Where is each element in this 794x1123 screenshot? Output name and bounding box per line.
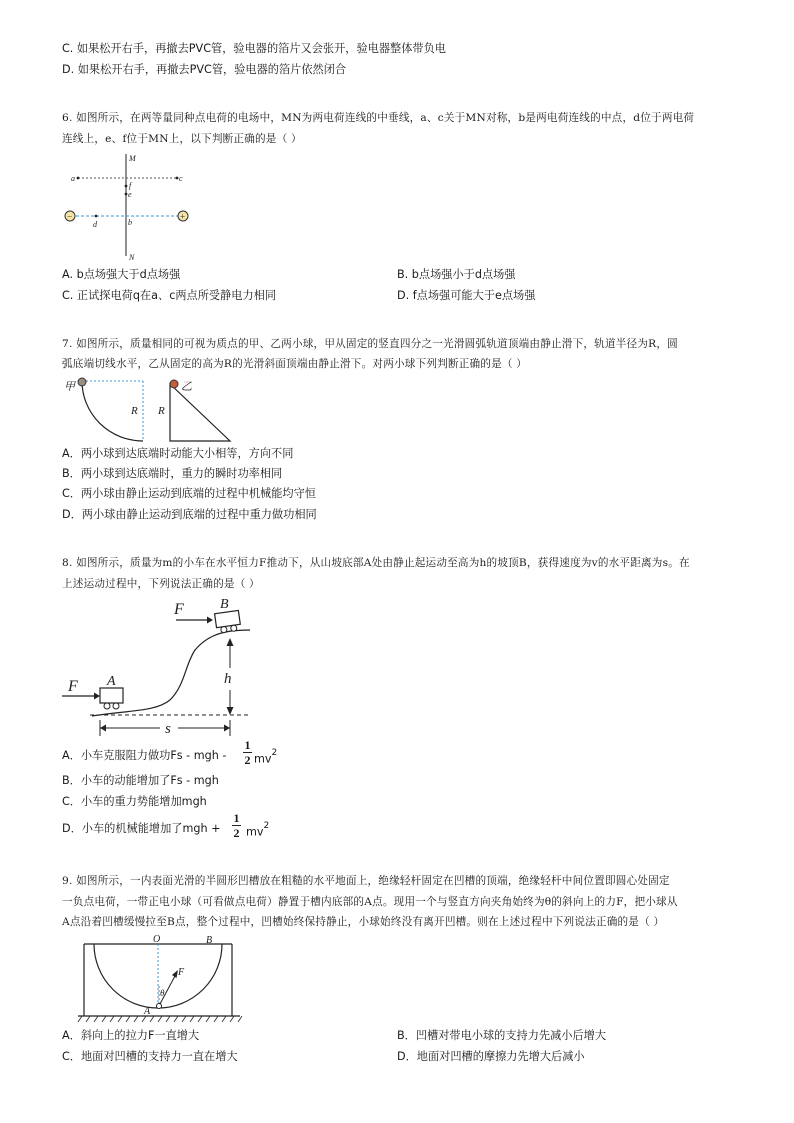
q9-label-o: O (153, 934, 161, 945)
q6-option-c: C. 正试探电荷q在a、c两点所受静电力相同 (62, 289, 277, 302)
q8-option-d (62, 822, 221, 836)
q8-label-b: B (220, 597, 229, 612)
q8-stem-line1: 8. 如图所示，质量为m的小车在水平恒力F推动下，从山坡底部A处由静止起运动至高为h的坡顶B，获得速度为v的水平距离为s。在 (62, 557, 690, 569)
q6-left-charge-sign: − (66, 211, 73, 222)
q9-figure (78, 932, 248, 1024)
q8-option-d-tail (246, 822, 269, 840)
q6-label-n: N (129, 253, 135, 262)
q9-stem-line1: 9. 如图所示，一内表面光滑的半圆形凹槽放在粗糙的水平地面上，绝缘轻杆固定在凹槽的顶端，绝缘轻杆中间位置即圆心处固定 (62, 875, 670, 887)
q9-label-f: F (178, 967, 185, 978)
q7-label-yi: 乙 (181, 381, 192, 393)
q6-point-f (125, 185, 128, 188)
q6-stem-line2: 连线上，e、f位于MN上，以下判断正确的是（ ） (62, 133, 302, 145)
q9-option-d: D．地面对凹槽的摩擦力先增大后减小 (397, 1050, 585, 1063)
q8-option-a-fraction (243, 739, 252, 766)
q6-label-e: e (128, 190, 132, 199)
q6-label-a: a (71, 174, 75, 183)
q8-label-f1: F (68, 678, 78, 695)
q6-label-d: d (93, 220, 97, 229)
q8-option-a-mv: mv (254, 752, 272, 766)
q7-ball-jia (78, 378, 86, 386)
q8-option-a-den: 2 (244, 753, 251, 767)
q8-option-d-den: 2 (233, 826, 240, 840)
q8-option-a-text: A．小车克服阻力做功Fs - mgh - (62, 749, 227, 762)
q9-label-a: A (144, 1006, 151, 1017)
q9-option-a: A．斜向上的拉力F一直增大 (62, 1029, 200, 1042)
q7-label-r1: R (131, 405, 138, 417)
q6-label-m: M (129, 154, 136, 163)
q6-stem-line1: 6. 如图所示，在两等量同种点电荷的电场中，MN为两电荷连线的中垂线，a、c关于MN对称，b是两电荷连线的中点，d位于两电荷 (62, 112, 695, 124)
q7-option-b: B．两小球到达底端时，重力的瞬时功率相同 (62, 467, 283, 480)
q8-option-d-sup: 2 (263, 821, 270, 831)
q8-option-c: C．小车的重力势能增加mgh (62, 795, 207, 808)
q7-stem-line1: 7. 如图所示，质量相同的可视为质点的甲、乙两小球，甲从固定的竖直四分之一光滑圆弧轨道顶端由静止滑下，轨道半径为R，圆 (62, 338, 678, 350)
q8-figure (60, 590, 260, 740)
q6-label-f: f (129, 181, 132, 190)
q8-option-a-sup: 2 (271, 748, 278, 758)
q8-option-d-mv: mv (246, 825, 264, 839)
q8-option-b: B．小车的动能增加了Fs - mgh (62, 774, 219, 787)
q6-point-e (125, 193, 128, 196)
q6-label-b: b (128, 218, 132, 227)
q8-label-h: h (224, 671, 232, 687)
q7-ball-yi (170, 380, 178, 388)
q7-label-r2: R (158, 405, 165, 417)
q7-option-d: D．两小球由静止运动到底端的过程中重力做功相同 (62, 508, 317, 521)
q8-label-s: s (165, 721, 171, 737)
q9-option-b: B．凹槽对带电小球的支持力先减小后增大 (397, 1029, 607, 1042)
q8-option-a-num: 1 (244, 738, 251, 752)
q6-figure (60, 150, 200, 265)
q9-label-b: B (206, 935, 213, 946)
q7-option-a: A．两小球到达底端时动能大小相等，方向不同 (62, 447, 294, 460)
q6-option-a: A. b点场强大于d点场强 (62, 268, 181, 281)
q8-option-d-text: D．小车的机械能增加了mgh + (62, 822, 221, 835)
q8-cart-a (100, 688, 123, 703)
q5-option-d: D. 如果松开右手，再撤去PVC管，验电器的箔片依然闭合 (62, 63, 347, 76)
q6-right-charge-sign: + (179, 211, 186, 222)
q8-label-f2: F (174, 601, 184, 618)
q7-stem-line2: 弧底端切线水平，乙从固定的高为R的光滑斜面顶端由静止滑下。对两小球下列判断正确的是（ ） (62, 358, 528, 370)
q8-stem-line2: 上述运动过程中，下列说法正确的是（ ） (62, 578, 260, 590)
q9-label-theta: θ (160, 988, 165, 998)
q7-figure (60, 372, 240, 444)
q6-option-d: D. f点场强可能大于e点场强 (397, 289, 536, 302)
q8-cart-b (215, 610, 241, 627)
q7-incline (170, 384, 230, 441)
q8-label-a: A (107, 674, 116, 689)
q9-ball (157, 1004, 162, 1009)
q6-point-c (176, 177, 179, 180)
q9-option-c: C．地面对凹槽的支持力一直在增大 (62, 1050, 238, 1063)
q6-point-d (95, 215, 98, 218)
q6-option-b: B. b点场强小于d点场强 (397, 268, 516, 281)
q9-ground-hatch (78, 1016, 242, 1022)
q9-stem-line3: A点沿着凹槽缓慢拉至B点，整个过程中，凹槽始终保持静止，小球始终没有离开凹槽。则在上述过程中下列说法正确的是（ ） (62, 916, 665, 928)
q5-option-c: C. 如果松开右手，再撤去PVC管，验电器的箔片又会张开，验电器整体带负电 (62, 42, 446, 55)
q7-option-c: C．两小球由静止运动到底端的过程中机械能均守恒 (62, 487, 316, 500)
q6-label-c: c (179, 174, 183, 183)
q8-option-a-tail (254, 749, 277, 767)
q6-point-a (77, 177, 80, 180)
q8-option-d-num: 1 (233, 811, 240, 825)
q7-label-jia: 甲 (64, 381, 75, 393)
q8-option-d-fraction (232, 812, 241, 839)
q9-stem-line2: 一负点电荷，一带正电小球（可看做点电荷）静置于槽内底部的A点。现用一个与竖直方向夹角始终为θ的斜向上的力F，把小球从 (62, 896, 678, 908)
q8-option-a (62, 749, 226, 763)
